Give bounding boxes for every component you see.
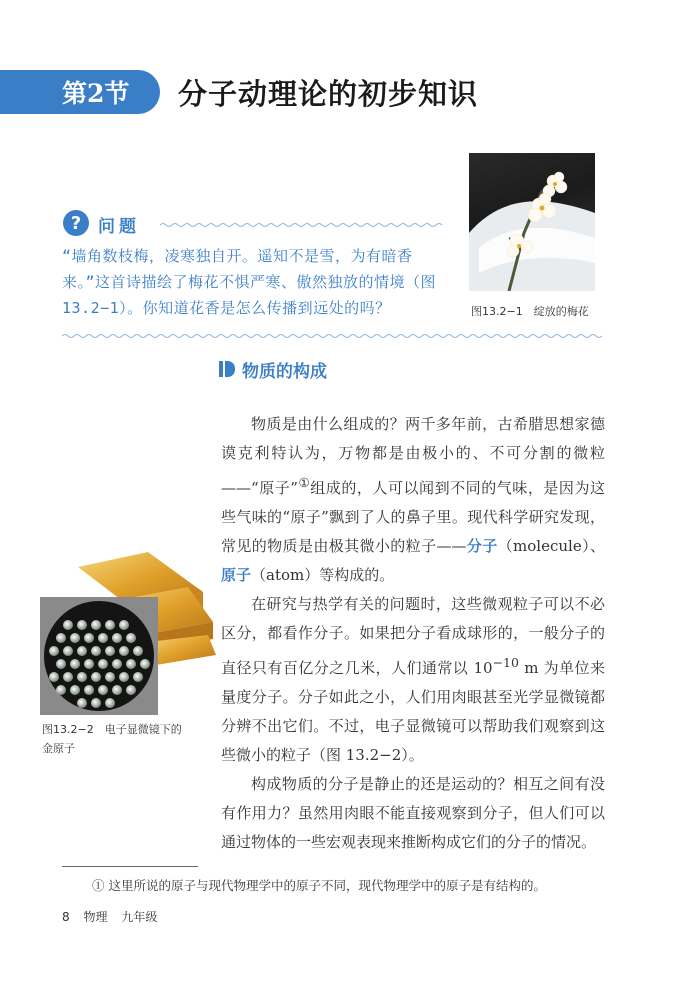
- footnote-rule: [62, 866, 198, 867]
- footer-subject: 物理: [83, 910, 108, 924]
- body-text: [221, 410, 605, 857]
- plum-blossom-photo: [469, 153, 595, 291]
- keyword-molecule: 分子: [466, 537, 498, 555]
- paragraph-1: 物质是由什么组成的？两千多年前，古希腊思想家德谟克利特认为，万物都是由极小的、不可分割的微粒——“原子”①组成的，人可以闻到不同的气味，是因为这些气味的“原子”飘到了人的鼻子里。现代科学研究发现，常见的物质是由极其微小的粒子——分子（molecule）、原子（atom）等构成的。: [221, 415, 605, 584]
- section-marker-icon: [219, 360, 235, 378]
- question-icon: ?: [63, 210, 89, 236]
- wave-divider-bottom: [62, 333, 617, 339]
- footnote: ① 这里所说的原子与现代物理学中的原子不同，现代物理学中的原子是有结构的。: [92, 878, 546, 893]
- keyword-atom: 原子: [221, 566, 252, 584]
- page-title: 分子动理论的初步知识: [178, 77, 479, 111]
- question-text: “墙角数枝梅，凌寒独自开。遥知不是雪，为有暗香来。”这首诗描绘了梅花不惧严寒、傲然独放的情境（图 13.2−1）。你知道花香是怎么传播到远处的吗？: [62, 247, 437, 317]
- subsection-title: 物质的构成: [242, 362, 327, 382]
- page-number: 8: [62, 910, 70, 924]
- figure-caption-plum: 图13.2−1 绽放的梅花: [471, 305, 589, 318]
- section-label: 第2节: [62, 79, 130, 108]
- page-footer: [62, 908, 167, 925]
- gold-atoms-figure: [38, 547, 218, 717]
- question-label: 问题: [98, 217, 140, 237]
- paragraph-3: 构成物质的分子是静止的还是运动的？相互之间有没有作用力？虽然用肉眼不能直接观察到分子，但人们可以通过物体的一些宏观表现来推断构成它们的分子的情况。: [221, 775, 605, 851]
- figure-caption-gold: 图13.2−2 电子显微镜下的金原子: [42, 723, 182, 755]
- section-tab: [0, 70, 160, 114]
- footer-grade: 九年级: [121, 910, 158, 924]
- wave-divider-top: [160, 222, 445, 228]
- paragraph-2: 在研究与热学有关的问题时，这些微观粒子可以不必区分，都看作分子。如果把分子看成球形的，一般分子的直径只有百亿分之几米，人们通常以 $10^{-10}$ m 为单位来量度分子。分子如此之小，人们用肉眼甚至光学显微镜都分辨不出它们。不过，电子显微镜可以帮助我们观察到这些微小的粒子（图 13.2−2）。: [221, 595, 605, 764]
